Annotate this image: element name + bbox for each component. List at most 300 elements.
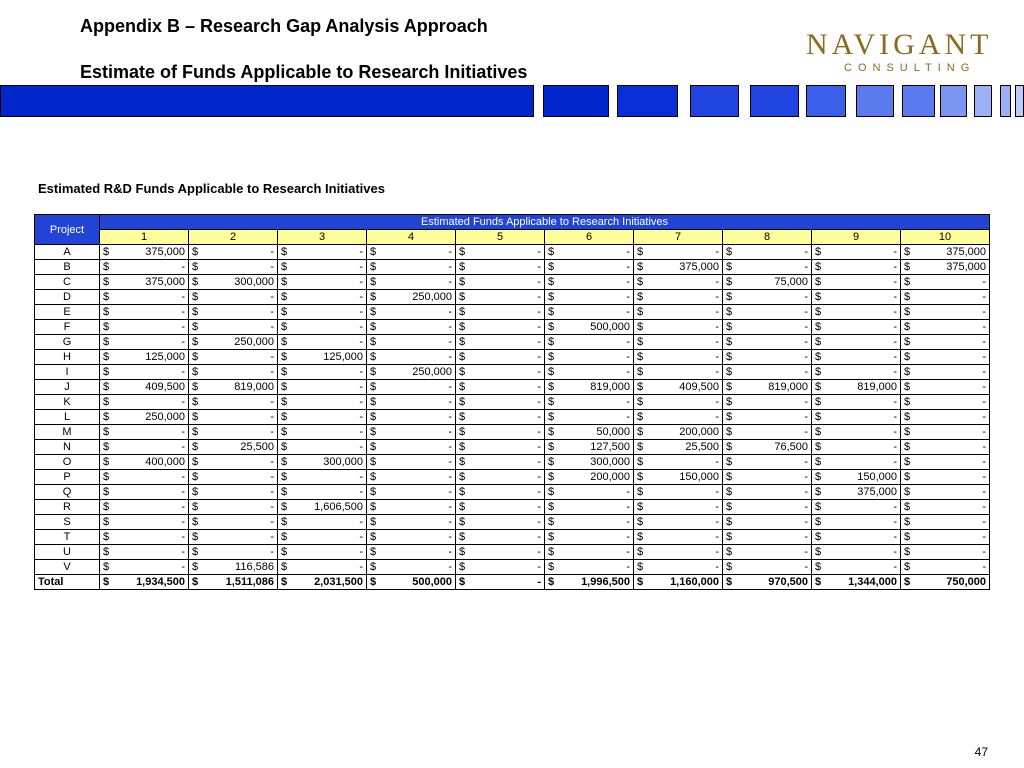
currency-symbol: $ (370, 396, 377, 408)
currency-symbol: $ (548, 321, 555, 333)
cell-value: - (448, 471, 452, 483)
value-cell (634, 275, 723, 290)
currency-symbol: $ (103, 261, 110, 273)
cell-value: - (893, 366, 897, 378)
currency-symbol: $ (459, 516, 466, 528)
row-label: K (35, 395, 100, 410)
cell-value: 200,000 (590, 471, 630, 483)
cell-value: - (270, 366, 274, 378)
currency-symbol: $ (815, 351, 822, 363)
band-segment (0, 85, 534, 117)
value-cell (367, 305, 456, 320)
value-cell (634, 455, 723, 470)
band-segment (806, 85, 846, 117)
value-cell (901, 275, 990, 290)
cell-value: 300,000 (234, 276, 274, 288)
currency-symbol: $ (370, 291, 377, 303)
currency-symbol: $ (192, 516, 199, 528)
value-cell (901, 245, 990, 260)
value-cell (278, 560, 367, 575)
value-cell (545, 395, 634, 410)
currency-symbol: $ (103, 291, 110, 303)
currency-symbol: $ (370, 576, 377, 588)
value-cell (812, 275, 901, 290)
currency-symbol: $ (548, 276, 555, 288)
currency-symbol: $ (548, 441, 555, 453)
value-cell (901, 485, 990, 500)
currency-symbol: $ (904, 381, 911, 393)
cell-value: 76,500 (774, 441, 808, 453)
value-cell (456, 530, 545, 545)
cell-value: - (537, 261, 541, 273)
currency-symbol: $ (103, 486, 110, 498)
value-cell (278, 365, 367, 380)
cell-value: - (893, 456, 897, 468)
cell-value: - (982, 531, 986, 543)
value-cell (189, 575, 278, 590)
currency-symbol: $ (192, 246, 199, 258)
cell-value: - (626, 276, 630, 288)
currency-symbol: $ (370, 306, 377, 318)
cell-value: - (359, 531, 363, 543)
cell-value: - (181, 546, 185, 558)
cell-value: - (359, 246, 363, 258)
cell-value: - (804, 351, 808, 363)
currency-symbol: $ (459, 441, 466, 453)
value-cell (189, 455, 278, 470)
cell-value: - (537, 291, 541, 303)
value-cell (189, 485, 278, 500)
cell-value: - (537, 381, 541, 393)
cell-value: - (537, 576, 541, 588)
cell-value: 1,606,500 (314, 501, 363, 513)
table-row (35, 290, 990, 305)
cell-value: - (982, 381, 986, 393)
value-cell (456, 410, 545, 425)
currency-symbol: $ (726, 291, 733, 303)
currency-symbol: $ (637, 411, 644, 423)
value-cell (545, 275, 634, 290)
value-cell (100, 455, 189, 470)
value-cell (812, 260, 901, 275)
cell-value: - (181, 531, 185, 543)
column-header: 6 (545, 230, 634, 245)
cell-value: - (804, 516, 808, 528)
currency-symbol: $ (815, 486, 822, 498)
value-cell (100, 290, 189, 305)
value-cell (812, 470, 901, 485)
value-cell (456, 365, 545, 380)
currency-symbol: $ (103, 411, 110, 423)
cell-value: - (804, 261, 808, 273)
value-cell (189, 395, 278, 410)
value-cell (100, 515, 189, 530)
cell-value: - (537, 246, 541, 258)
currency-symbol: $ (459, 366, 466, 378)
currency-symbol: $ (281, 546, 288, 558)
currency-symbol: $ (103, 351, 110, 363)
currency-symbol: $ (192, 336, 199, 348)
cell-value: - (181, 396, 185, 408)
cell-value: - (181, 366, 185, 378)
currency-symbol: $ (815, 321, 822, 333)
currency-symbol: $ (904, 336, 911, 348)
value-cell (100, 485, 189, 500)
cell-value: - (359, 516, 363, 528)
cell-value: - (270, 471, 274, 483)
value-cell (723, 530, 812, 545)
currency-symbol: $ (281, 441, 288, 453)
cell-value: - (626, 396, 630, 408)
column-header: 1 (100, 230, 189, 245)
cell-value: - (448, 501, 452, 513)
value-cell (100, 320, 189, 335)
cell-value: - (715, 501, 719, 513)
currency-symbol: $ (904, 576, 911, 588)
currency-symbol: $ (281, 426, 288, 438)
value-cell (901, 560, 990, 575)
value-cell (367, 440, 456, 455)
value-cell (367, 380, 456, 395)
currency-symbol: $ (548, 306, 555, 318)
cell-value: - (359, 261, 363, 273)
value-cell (545, 425, 634, 440)
currency-symbol: $ (815, 426, 822, 438)
value-cell (100, 395, 189, 410)
currency-symbol: $ (370, 276, 377, 288)
value-cell (189, 530, 278, 545)
value-cell (545, 290, 634, 305)
cell-value: - (359, 336, 363, 348)
currency-symbol: $ (192, 456, 199, 468)
cell-value: - (448, 516, 452, 528)
table-row (35, 275, 990, 290)
currency-symbol: $ (637, 321, 644, 333)
cell-value: - (537, 546, 541, 558)
value-cell (812, 335, 901, 350)
currency-symbol: $ (192, 396, 199, 408)
column-header: 7 (634, 230, 723, 245)
cell-value: - (626, 246, 630, 258)
cell-value: - (626, 486, 630, 498)
currency-symbol: $ (281, 246, 288, 258)
cell-value: - (359, 366, 363, 378)
value-cell (100, 440, 189, 455)
value-cell (723, 455, 812, 470)
currency-symbol: $ (726, 306, 733, 318)
band-segment (940, 85, 967, 117)
currency-symbol: $ (370, 441, 377, 453)
currency-symbol: $ (459, 321, 466, 333)
cell-value: - (448, 276, 452, 288)
currency-symbol: $ (459, 246, 466, 258)
cell-value: 127,500 (590, 441, 630, 453)
value-cell (634, 260, 723, 275)
value-cell (812, 245, 901, 260)
value-cell (456, 380, 545, 395)
value-cell (812, 560, 901, 575)
value-cell (456, 275, 545, 290)
currency-symbol: $ (904, 411, 911, 423)
cell-value: - (270, 306, 274, 318)
currency-symbol: $ (281, 561, 288, 573)
currency-symbol: $ (637, 501, 644, 513)
value-cell (634, 470, 723, 485)
cell-value: - (893, 246, 897, 258)
currency-symbol: $ (192, 366, 199, 378)
band-segment (902, 85, 935, 117)
currency-symbol: $ (281, 306, 288, 318)
cell-value: - (715, 516, 719, 528)
cell-value: - (448, 561, 452, 573)
table-row (35, 260, 990, 275)
cell-value: - (626, 561, 630, 573)
currency-symbol: $ (815, 501, 822, 513)
value-cell (545, 320, 634, 335)
cell-value: - (804, 396, 808, 408)
cell-value: - (448, 546, 452, 558)
cell-value: 375,000 (946, 261, 986, 273)
currency-symbol: $ (904, 516, 911, 528)
value-cell (812, 425, 901, 440)
value-cell (278, 500, 367, 515)
value-cell (278, 290, 367, 305)
currency-symbol: $ (192, 426, 199, 438)
value-cell (189, 500, 278, 515)
currency-symbol: $ (192, 381, 199, 393)
cell-value: - (715, 351, 719, 363)
currency-symbol: $ (637, 456, 644, 468)
currency-symbol: $ (637, 396, 644, 408)
value-cell (812, 350, 901, 365)
cell-value: - (893, 561, 897, 573)
value-cell (901, 545, 990, 560)
value-cell (189, 410, 278, 425)
value-cell (545, 560, 634, 575)
value-cell (278, 335, 367, 350)
navigant-logo (806, 28, 993, 74)
currency-symbol: $ (281, 276, 288, 288)
cell-value: - (804, 501, 808, 513)
cell-value: - (982, 486, 986, 498)
value-cell (812, 395, 901, 410)
currency-symbol: $ (904, 366, 911, 378)
cell-value: - (270, 516, 274, 528)
cell-value: - (982, 456, 986, 468)
currency-symbol: $ (370, 336, 377, 348)
currency-symbol: $ (103, 456, 110, 468)
currency-symbol: $ (815, 516, 822, 528)
table-row (35, 545, 990, 560)
currency-symbol: $ (192, 441, 199, 453)
currency-symbol: $ (192, 486, 199, 498)
cell-value: 375,000 (145, 246, 185, 258)
cell-value: - (715, 321, 719, 333)
currency-symbol: $ (726, 441, 733, 453)
cell-value: 1,996,500 (581, 576, 630, 588)
cell-value: - (359, 321, 363, 333)
cell-value: - (448, 531, 452, 543)
value-cell (278, 545, 367, 560)
column-header: 8 (723, 230, 812, 245)
cell-value: - (359, 546, 363, 558)
cell-value: - (982, 411, 986, 423)
currency-symbol: $ (459, 471, 466, 483)
value-cell (278, 455, 367, 470)
cell-value: 200,000 (679, 426, 719, 438)
cell-value: - (982, 351, 986, 363)
currency-symbol: $ (904, 246, 911, 258)
value-cell (812, 290, 901, 305)
cell-value: - (893, 426, 897, 438)
cell-value: - (270, 531, 274, 543)
value-cell (634, 560, 723, 575)
currency-symbol: $ (548, 471, 555, 483)
currency-symbol: $ (637, 261, 644, 273)
table-row (35, 365, 990, 380)
cell-value: - (626, 351, 630, 363)
cell-value: - (982, 426, 986, 438)
value-cell (723, 470, 812, 485)
value-cell (634, 440, 723, 455)
cell-value: 250,000 (412, 291, 452, 303)
cell-value: 970,500 (768, 576, 808, 588)
value-cell (278, 245, 367, 260)
value-cell (189, 380, 278, 395)
value-cell (545, 335, 634, 350)
currency-symbol: $ (637, 531, 644, 543)
cell-value: - (626, 516, 630, 528)
value-cell (278, 350, 367, 365)
currency-symbol: $ (370, 321, 377, 333)
currency-symbol: $ (370, 486, 377, 498)
cell-value: 25,500 (240, 441, 274, 453)
currency-symbol: $ (103, 246, 110, 258)
row-label: A (35, 245, 100, 260)
table-row (35, 515, 990, 530)
cell-value: - (448, 486, 452, 498)
currency-symbol: $ (637, 291, 644, 303)
value-cell (189, 440, 278, 455)
table-row (35, 335, 990, 350)
currency-symbol: $ (281, 486, 288, 498)
currency-symbol: $ (459, 411, 466, 423)
currency-symbol: $ (192, 291, 199, 303)
cell-value: - (893, 396, 897, 408)
cell-value: 116,586 (235, 561, 274, 573)
cell-value: - (359, 381, 363, 393)
value-cell (812, 500, 901, 515)
currency-symbol: $ (281, 321, 288, 333)
value-cell (812, 365, 901, 380)
row-label: R (35, 500, 100, 515)
currency-symbol: $ (281, 501, 288, 513)
funds-table (34, 214, 990, 590)
cell-value: - (715, 486, 719, 498)
cell-value: - (893, 336, 897, 348)
currency-symbol: $ (103, 441, 110, 453)
row-label: L (35, 410, 100, 425)
cell-value: - (982, 276, 986, 288)
cell-value: - (804, 306, 808, 318)
currency-symbol: $ (815, 261, 822, 273)
currency-symbol: $ (459, 351, 466, 363)
cell-value: 1,934,500 (136, 576, 185, 588)
value-cell (100, 245, 189, 260)
currency-symbol: $ (815, 291, 822, 303)
cell-value: - (715, 291, 719, 303)
currency-symbol: $ (370, 381, 377, 393)
table-row (35, 500, 990, 515)
value-cell (367, 260, 456, 275)
value-cell (901, 500, 990, 515)
currency-symbol: $ (459, 561, 466, 573)
value-cell (812, 380, 901, 395)
currency-symbol: $ (370, 516, 377, 528)
value-cell (723, 410, 812, 425)
cell-value: 1,511,086 (225, 576, 274, 588)
cell-value: - (715, 276, 719, 288)
row-label: G (35, 335, 100, 350)
currency-symbol: $ (815, 246, 822, 258)
currency-symbol: $ (103, 321, 110, 333)
currency-symbol: $ (726, 486, 733, 498)
currency-symbol: $ (281, 381, 288, 393)
cell-value: - (537, 336, 541, 348)
value-cell (456, 575, 545, 590)
value-cell (189, 470, 278, 485)
cell-value: - (626, 306, 630, 318)
cell-value: - (982, 471, 986, 483)
page-subtitle: Estimate of Funds Applicable to Research Initiatives (80, 62, 528, 82)
cell-value: - (448, 441, 452, 453)
cell-value: 375,000 (946, 246, 986, 258)
currency-symbol: $ (815, 576, 822, 588)
cell-value: - (270, 546, 274, 558)
value-cell (545, 305, 634, 320)
cell-value: - (448, 351, 452, 363)
row-label: D (35, 290, 100, 305)
value-cell (634, 485, 723, 500)
currency-symbol: $ (459, 276, 466, 288)
cell-value: 250,000 (145, 411, 185, 423)
value-cell (367, 425, 456, 440)
value-cell (100, 500, 189, 515)
cell-value: 500,000 (590, 321, 630, 333)
table-row (35, 395, 990, 410)
cell-value: 150,000 (857, 471, 897, 483)
value-cell (634, 395, 723, 410)
value-cell (367, 335, 456, 350)
value-cell (189, 545, 278, 560)
currency-symbol: $ (904, 306, 911, 318)
cell-value: - (715, 306, 719, 318)
row-label: O (35, 455, 100, 470)
currency-symbol: $ (637, 366, 644, 378)
cell-value: 819,000 (234, 381, 274, 393)
currency-symbol: $ (370, 261, 377, 273)
value-cell (723, 275, 812, 290)
cell-value: - (448, 336, 452, 348)
value-cell (100, 365, 189, 380)
value-cell (189, 260, 278, 275)
cell-value: 50,000 (596, 426, 630, 438)
value-cell (901, 365, 990, 380)
currency-symbol: $ (637, 276, 644, 288)
value-cell (634, 320, 723, 335)
band-segment (690, 85, 739, 117)
value-cell (189, 350, 278, 365)
